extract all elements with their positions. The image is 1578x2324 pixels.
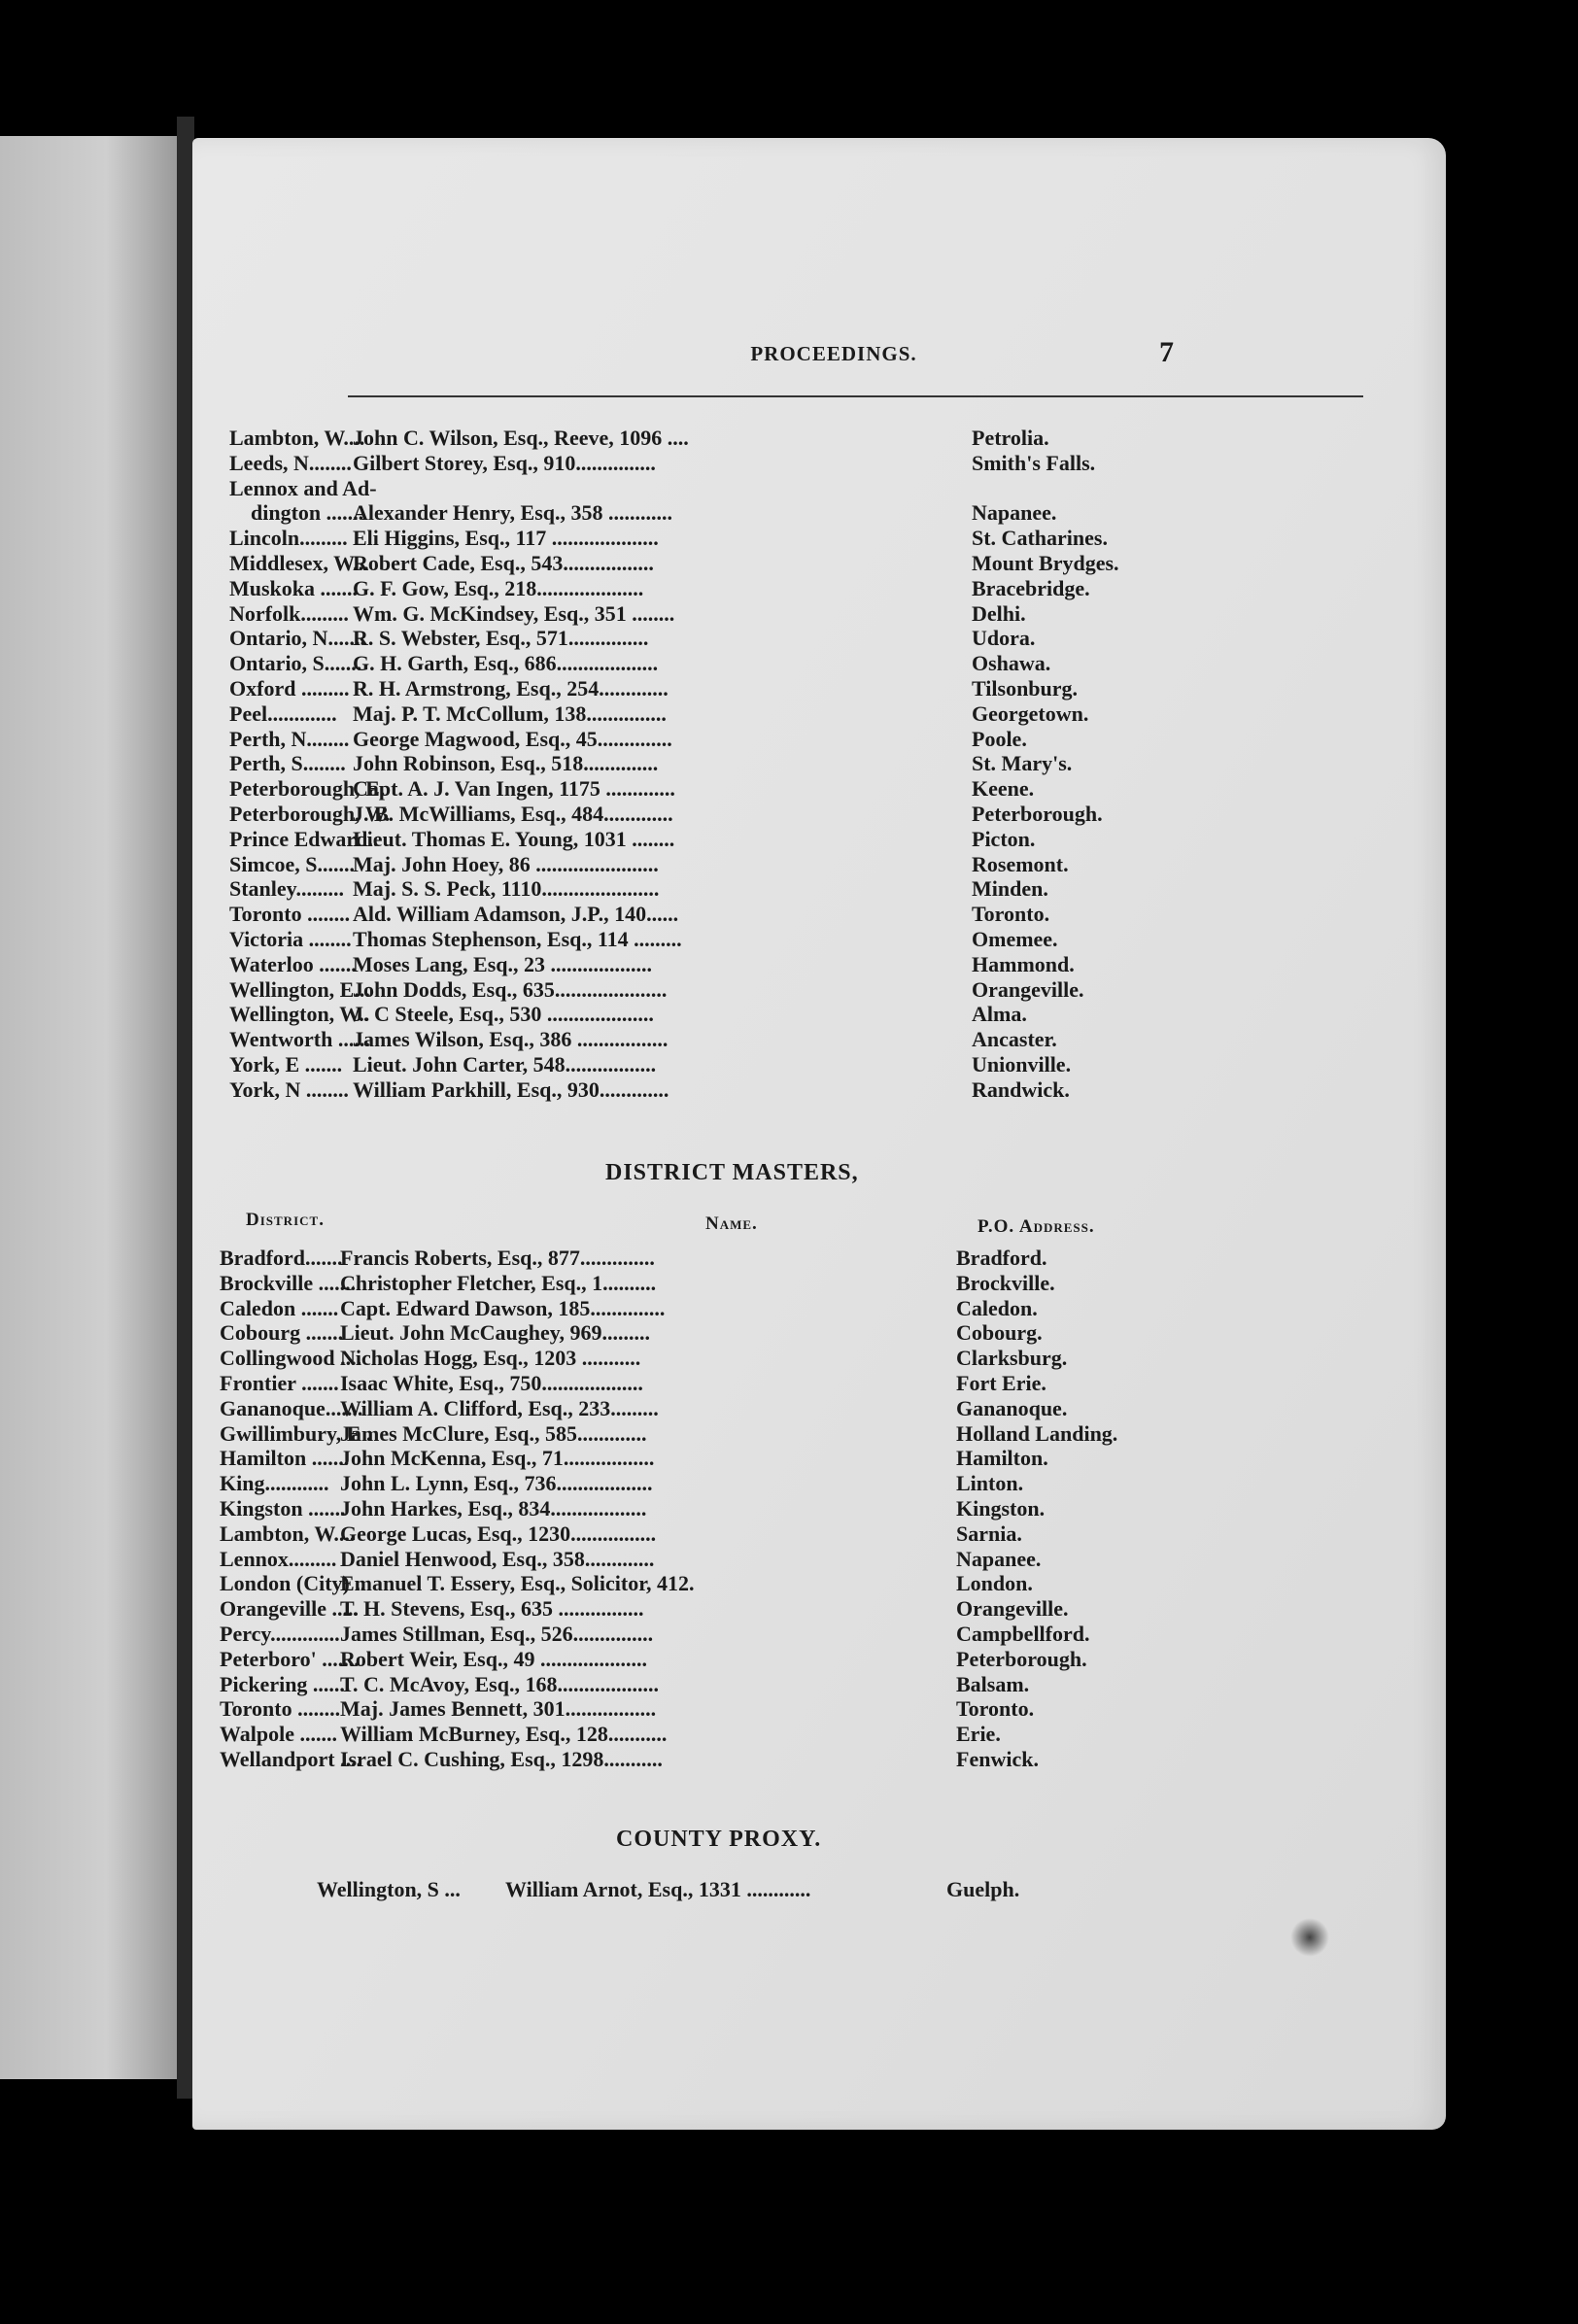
county-row — [192, 476, 1446, 501]
county-row — [192, 701, 1446, 727]
master-name: Lieut. John McCaughey, 969......... — [340, 1320, 651, 1346]
district-name: King............ — [220, 1471, 329, 1496]
post-office: Mount Brydges. — [972, 551, 1119, 575]
post-office: Poole. — [972, 726, 1027, 751]
master-name: John C. Wilson, Esq., Reeve, 1096 .... — [353, 426, 689, 450]
master-name: Isaac White, Esq., 750................... — [340, 1371, 643, 1395]
master-name: Wm. G. McKindsey, Esq., 351 ........ — [353, 600, 675, 626]
master-name: R. H. Armstrong, Esq., 254............. — [353, 676, 669, 701]
district-row — [192, 1421, 1446, 1447]
county-row — [192, 952, 1446, 977]
county-name: Wentworth ...... — [229, 1027, 370, 1052]
post-office: Bradford. — [956, 1246, 1047, 1270]
county-name: Oxford ......... — [229, 676, 350, 701]
post-office: Georgetown. — [972, 701, 1089, 726]
master-name: Lieut. Thomas E. Young, 1031 ........ — [353, 826, 675, 851]
post-office: Alma. — [972, 1002, 1027, 1027]
post-office: Fenwick. — [956, 1747, 1039, 1771]
county-row — [192, 1052, 1446, 1077]
county-row — [192, 626, 1446, 651]
post-office: Brockville. — [956, 1270, 1055, 1295]
post-office: Campbellford. — [956, 1622, 1090, 1646]
post-office: Balsam. — [956, 1671, 1030, 1696]
master-name: J. C Steele, Esq., 530 .................... — [353, 1002, 654, 1027]
post-office: Cobourg. — [956, 1320, 1043, 1346]
district-row — [192, 1371, 1446, 1396]
master-name: Capt. Edward Dawson, 185.............. — [340, 1295, 666, 1320]
post-office: Keene. — [972, 776, 1035, 802]
header-rule — [348, 395, 1363, 397]
district-name: Peterboro' ....... — [220, 1646, 360, 1671]
master-name: Emanuel T. Essery, Esq., Solicitor, 412. — [340, 1571, 695, 1596]
county-row — [192, 751, 1446, 776]
name-column-header: Name. — [705, 1213, 758, 1234]
county-name: Perth, S........ — [229, 751, 346, 776]
master-name: Robert Weir, Esq., 49 .................... — [340, 1646, 647, 1671]
master-name: Eli Higgins, Esq., 117 .................... — [353, 526, 659, 551]
master-name: William Parkhill, Esq., 930............. — [353, 1077, 669, 1102]
master-name: Robert Cade, Esq., 543................. — [353, 551, 654, 575]
county-name: York, N ........ — [229, 1077, 349, 1102]
master-name: John Harkes, Esq., 834.................. — [340, 1496, 647, 1521]
district-row — [192, 1471, 1446, 1496]
page-number: 7 — [1159, 336, 1174, 368]
page-header — [192, 336, 1446, 381]
district-name: Frontier ....... — [220, 1371, 339, 1395]
master-name: Lieut. John Carter, 548................. — [353, 1052, 657, 1077]
county-row — [192, 651, 1446, 676]
facing-page-edge — [0, 136, 177, 2079]
post-office: Tilsonburg. — [972, 676, 1079, 701]
master-name: Maj. John Hoey, 86 ....................... — [353, 851, 659, 876]
county-name: Muskoka ....... — [229, 575, 359, 600]
district-name: Kingston ....... — [220, 1496, 346, 1521]
county-proxy-heading: COUNTY PROXY. — [616, 1827, 822, 1852]
district-row — [192, 1246, 1446, 1271]
post-office: Toronto. — [972, 902, 1050, 927]
master-name: Alexander Henry, Esq., 358 ............ — [353, 500, 673, 526]
master-name: Christopher Fletcher, Esq., 1.......... — [340, 1270, 657, 1295]
master-name: T. C. McAvoy, Esq., 168................... — [340, 1671, 659, 1696]
proxy-address: Guelph. — [946, 1877, 1020, 1901]
post-office: Ancaster. — [972, 1027, 1057, 1052]
district-name: Lambton, W.... — [220, 1521, 356, 1546]
district-row — [192, 1596, 1446, 1622]
county-name: Stanley......... — [229, 876, 344, 902]
master-name: Capt. A. J. Van Ingen, 1175 ............. — [353, 776, 675, 802]
master-name: John McKenna, Esq., 71................. — [340, 1446, 655, 1471]
master-name: James Wilson, Esq., 386 ................. — [353, 1027, 669, 1052]
post-office: Hamilton. — [956, 1446, 1048, 1471]
county-name: Wellington, W.. — [229, 1002, 370, 1027]
district-name: Collingwood .... — [220, 1346, 362, 1371]
district-row — [192, 1396, 1446, 1421]
district-name: Percy............. — [220, 1622, 340, 1646]
post-office: Holland Landing. — [956, 1420, 1118, 1446]
master-name: George Magwood, Esq., 45.............. — [353, 726, 672, 751]
county-name: Ontario, N....... — [229, 626, 365, 651]
post-office: St. Catharines. — [972, 526, 1108, 551]
county-row — [192, 1002, 1446, 1027]
district-name: Hamilton ....... — [220, 1446, 350, 1471]
master-name: George Lucas, Esq., 1230................ — [340, 1521, 657, 1546]
district-masters-heading: DISTRICT MASTERS, — [605, 1160, 859, 1185]
county-row — [192, 551, 1446, 576]
master-name: Nicholas Hogg, Esq., 1203 ........... — [340, 1346, 641, 1371]
post-office: Peterborough. — [956, 1646, 1087, 1671]
district-row — [192, 1722, 1446, 1747]
post-office: Napanee. — [972, 500, 1057, 526]
post-office: Clarksburg. — [956, 1346, 1068, 1371]
county-row — [192, 852, 1446, 877]
district-name: Pickering ....... — [220, 1671, 351, 1696]
county-name: Wellington, E... — [229, 976, 370, 1002]
master-name: William A. Clifford, Esq., 233......... — [340, 1395, 659, 1420]
county-name: dington ....... — [251, 500, 364, 526]
district-name: Toronto ........ — [220, 1696, 341, 1722]
county-row — [192, 1027, 1446, 1052]
county-name: Peel............. — [229, 701, 337, 726]
district-row — [192, 1446, 1446, 1471]
post-office: Caledon. — [956, 1295, 1038, 1320]
county-name: Lennox and Ad- — [229, 475, 377, 500]
post-office: Randwick. — [972, 1077, 1070, 1102]
post-office: Sarnia. — [956, 1521, 1022, 1546]
district-row — [192, 1747, 1446, 1772]
county-name: Toronto ........ — [229, 902, 351, 927]
post-office: Orangeville. — [972, 976, 1084, 1002]
address-column-header: P.O. Address. — [978, 1216, 1095, 1237]
county-row — [192, 426, 1446, 451]
post-office: Picton. — [972, 826, 1036, 851]
district-name: Brockville ....... — [220, 1270, 357, 1295]
ink-smudge — [1290, 1918, 1329, 1957]
post-office: St. Mary's. — [972, 751, 1073, 776]
master-name: John L. Lynn, Esq., 736.................. — [340, 1471, 653, 1496]
master-name: James McClure, Esq., 585............. — [340, 1420, 647, 1446]
master-name: Maj. S. S. Peck, 1110...................... — [353, 876, 660, 902]
master-name: Israel C. Cushing, Esq., 1298........... — [340, 1747, 663, 1771]
district-name: Gwillimbury, E . — [220, 1420, 372, 1446]
post-office: Petrolia. — [972, 426, 1049, 450]
district-row — [192, 1672, 1446, 1697]
proxy-county: Wellington, S ... — [317, 1877, 461, 1901]
master-name: R. S. Webster, Esq., 571............... — [353, 626, 649, 651]
county-row — [192, 526, 1446, 551]
post-office: Kingston. — [956, 1496, 1046, 1521]
district-name: Gananoque....... — [220, 1395, 363, 1420]
county-row — [192, 601, 1446, 627]
post-office: Fort Erie. — [956, 1371, 1046, 1395]
county-row — [192, 1077, 1446, 1103]
post-office: Linton. — [956, 1471, 1024, 1496]
district-name: London (City) .. — [220, 1571, 366, 1596]
county-row — [192, 876, 1446, 902]
county-name: Prince Edward.. — [229, 826, 379, 851]
county-row — [192, 451, 1446, 476]
district-row — [192, 1521, 1446, 1547]
county-name: Peterborough, W. — [229, 802, 391, 826]
post-office: Napanee. — [956, 1546, 1042, 1571]
district-name: Bradford....... — [220, 1246, 343, 1270]
district-column-header: District. — [246, 1210, 325, 1230]
post-office: Erie. — [956, 1722, 1001, 1747]
post-office: Delhi. — [972, 600, 1026, 626]
master-name: Daniel Henwood, Esq., 358............. — [340, 1546, 655, 1571]
post-office: London. — [956, 1571, 1033, 1596]
master-name: Thomas Stephenson, Esq., 114 ......... — [353, 927, 682, 951]
county-name: Perth, N........ — [229, 726, 350, 751]
master-name: John Robinson, Esq., 518.............. — [353, 751, 659, 776]
master-name: G. F. Gow, Esq., 218.................... — [353, 575, 644, 600]
county-name: Waterloo ....... — [229, 951, 357, 976]
county-row — [192, 727, 1446, 752]
proxy-name: William Arnot, Esq., 1331 ............ — [505, 1877, 811, 1901]
proxy-row — [192, 1877, 1446, 1902]
county-name: Lambton, W.... — [229, 426, 365, 450]
post-office: Udora. — [972, 626, 1036, 651]
county-name: Simcoe, S....... — [229, 851, 355, 876]
master-name: Maj. P. T. McCollum, 138............... — [353, 701, 667, 726]
district-name: Caledon ....... — [220, 1295, 339, 1320]
county-name: York, E ....... — [229, 1052, 343, 1077]
district-name: Orangeville ..... — [220, 1596, 359, 1622]
county-row — [192, 827, 1446, 852]
master-name: Moses Lang, Esq., 23 ................... — [353, 951, 653, 976]
district-name: Lennox......... — [220, 1546, 337, 1571]
county-name: Ontario, S....... — [229, 651, 362, 676]
post-office: Minden. — [972, 876, 1048, 902]
district-name: Wellandport .... — [220, 1747, 362, 1771]
post-office: Rosemont. — [972, 851, 1069, 876]
book-page — [192, 138, 1446, 2130]
county-row — [192, 676, 1446, 701]
county-name: Middlesex, W... — [229, 551, 369, 575]
district-row — [192, 1547, 1446, 1572]
county-row — [192, 576, 1446, 601]
master-name: T. H. Stevens, Esq., 635 ................ — [340, 1596, 644, 1622]
post-office: Bracebridge. — [972, 575, 1090, 600]
district-row — [192, 1296, 1446, 1321]
post-office: Omemee. — [972, 927, 1058, 951]
district-row — [192, 1647, 1446, 1672]
county-row — [192, 977, 1446, 1003]
master-name: James Stillman, Esq., 526............... — [340, 1622, 654, 1646]
post-office: Unionville. — [972, 1052, 1072, 1077]
county-row — [192, 776, 1446, 802]
master-name: Maj. James Bennett, 301................. — [340, 1696, 657, 1722]
running-title: PROCEEDINGS. — [750, 342, 917, 365]
master-name: John Dodds, Esq., 635..................... — [353, 976, 668, 1002]
post-office: Smith's Falls. — [972, 450, 1096, 475]
district-row — [192, 1571, 1446, 1596]
district-row — [192, 1271, 1446, 1296]
district-row — [192, 1320, 1446, 1346]
county-row — [192, 500, 1446, 526]
post-office: Toronto. — [956, 1696, 1035, 1722]
county-name: Victoria ........ — [229, 927, 352, 951]
district-row — [192, 1346, 1446, 1371]
county-row — [192, 902, 1446, 927]
county-name: Norfolk......... — [229, 600, 349, 626]
post-office: Oshawa. — [972, 651, 1051, 676]
district-row — [192, 1496, 1446, 1521]
county-row — [192, 927, 1446, 952]
master-name: Francis Roberts, Esq., 877.............. — [340, 1246, 655, 1270]
master-name: Ald. William Adamson, J.P., 140...... — [353, 902, 679, 927]
post-office: Gananoque. — [956, 1395, 1068, 1420]
post-office: Hammond. — [972, 951, 1075, 976]
master-name: William McBurney, Esq., 128........... — [340, 1722, 668, 1747]
county-name: Leeds, N........ — [229, 450, 352, 475]
county-row — [192, 802, 1446, 827]
master-name: Gilbert Storey, Esq., 910............... — [353, 450, 656, 475]
post-office: Peterborough. — [972, 802, 1103, 826]
master-name: J. B. McWilliams, Esq., 484............. — [353, 802, 673, 826]
post-office: Orangeville. — [956, 1596, 1069, 1622]
master-name: G. H. Garth, Esq., 686................... — [353, 651, 659, 676]
district-row — [192, 1696, 1446, 1722]
county-name: Peterborough, E. — [229, 776, 386, 802]
district-name: Walpole ....... — [220, 1722, 338, 1747]
district-row — [192, 1622, 1446, 1647]
county-name: Lincoln......... — [229, 526, 348, 551]
district-name: Cobourg ....... — [220, 1320, 344, 1346]
